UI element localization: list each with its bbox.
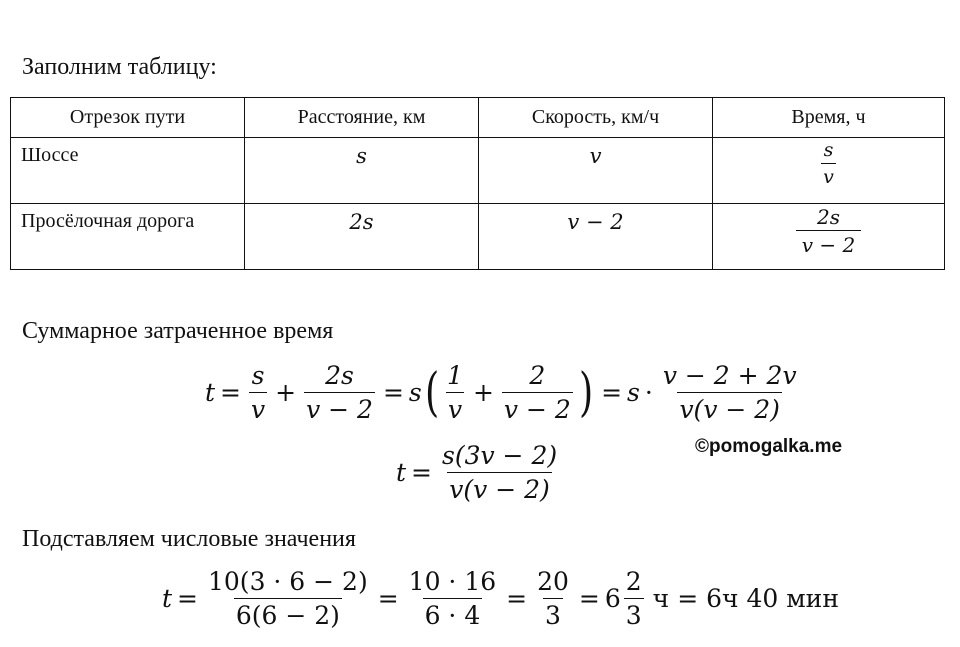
distance-cell: s [245, 138, 479, 204]
fraction-denominator: v(v − 2) [447, 472, 552, 504]
row-label: Шоссе [11, 138, 245, 204]
final-result: = 6ч 40 мин [677, 584, 840, 613]
fraction-numerator: s [823, 139, 834, 161]
time-cell [713, 138, 945, 204]
fraction [407, 568, 498, 629]
fraction [440, 442, 559, 503]
dot-operator: · [644, 378, 653, 407]
time-cell [713, 204, 945, 270]
row-label: Просёлочная дорога [11, 204, 245, 270]
fraction-denominator: v(v − 2) [677, 392, 782, 424]
fraction-denominator: 3 [543, 598, 563, 630]
right-paren: ) [578, 362, 594, 423]
speed-cell: v [479, 138, 713, 204]
fraction-numerator: s [251, 361, 265, 390]
intro-text: Заполним таблицу: [22, 54, 217, 80]
equation-total-time [205, 362, 802, 423]
fraction-numerator: 2s [325, 361, 354, 390]
fraction [304, 362, 375, 423]
fraction [624, 568, 644, 629]
header-segment: Отрезок пути [11, 98, 245, 138]
data-table [10, 97, 945, 270]
plus-sign: + [472, 378, 494, 407]
fraction-numerator: 10 · 16 [408, 567, 497, 596]
fraction-denominator: v − 2 [796, 230, 862, 256]
section-heading-total-time: Суммарное затраченное время [22, 318, 334, 344]
fraction-denominator: 6(6 − 2) [234, 598, 342, 630]
fraction [206, 568, 370, 629]
left-paren: ( [424, 362, 440, 423]
table-row [11, 138, 945, 204]
fraction-numerator: 10(3 · 6 − 2) [208, 567, 368, 596]
var-t: t [396, 458, 407, 487]
fraction-numerator: 1 [447, 361, 463, 390]
fraction-denominator: v − 2 [502, 392, 573, 424]
equals-sign: = [506, 584, 528, 613]
watermark: ©pomogalka.me [695, 436, 843, 457]
time-fraction [796, 206, 862, 256]
var-s: s [408, 378, 422, 407]
fraction-denominator: v [249, 392, 267, 424]
speed-cell: v − 2 [479, 204, 713, 270]
fraction-denominator: v [446, 392, 464, 424]
fraction-denominator: v [821, 163, 836, 188]
fraction [661, 362, 799, 423]
equals-sign: = [220, 378, 241, 407]
section-heading-substitution: Подставляем числовые значения [22, 526, 356, 552]
equals-sign: = [578, 584, 600, 613]
fraction [445, 362, 465, 423]
whole-part: 6 [604, 584, 621, 613]
header-speed: Скорость, км/ч [479, 98, 713, 138]
header-distance: Расстояние, км [245, 98, 479, 138]
var-s: s [627, 378, 640, 407]
plus-sign: + [275, 378, 297, 407]
equals-sign: = [411, 458, 432, 487]
fraction-numerator: v − 2 + 2v [662, 361, 797, 390]
fraction-numerator: 2 [529, 361, 546, 390]
equals-sign: = [377, 584, 399, 613]
fraction-denominator: 6 · 4 [423, 598, 483, 630]
table-header-row [11, 98, 945, 138]
var-t: t [162, 584, 173, 613]
header-time: Время, ч [713, 98, 945, 138]
equation-numeric [162, 568, 839, 629]
fraction [249, 362, 267, 423]
fraction [502, 362, 573, 423]
equals-sign: = [601, 378, 623, 407]
equals-sign: = [177, 584, 198, 613]
table-row [11, 204, 945, 270]
fraction-numerator: 2s [817, 205, 840, 229]
fraction [535, 568, 571, 629]
fraction-numerator: s(3v − 2) [442, 441, 558, 470]
unit-hours: ч [652, 584, 670, 613]
distance-cell: 2s [245, 204, 479, 270]
fraction-denominator: v − 2 [304, 392, 375, 424]
equation-simplified [396, 442, 562, 503]
fraction-numerator: 20 [537, 567, 569, 596]
fraction-denominator: 3 [624, 598, 644, 630]
fraction-numerator: 2 [625, 567, 642, 596]
time-fraction [821, 140, 836, 188]
var-t: t [205, 378, 216, 407]
equals-sign: = [382, 378, 404, 407]
